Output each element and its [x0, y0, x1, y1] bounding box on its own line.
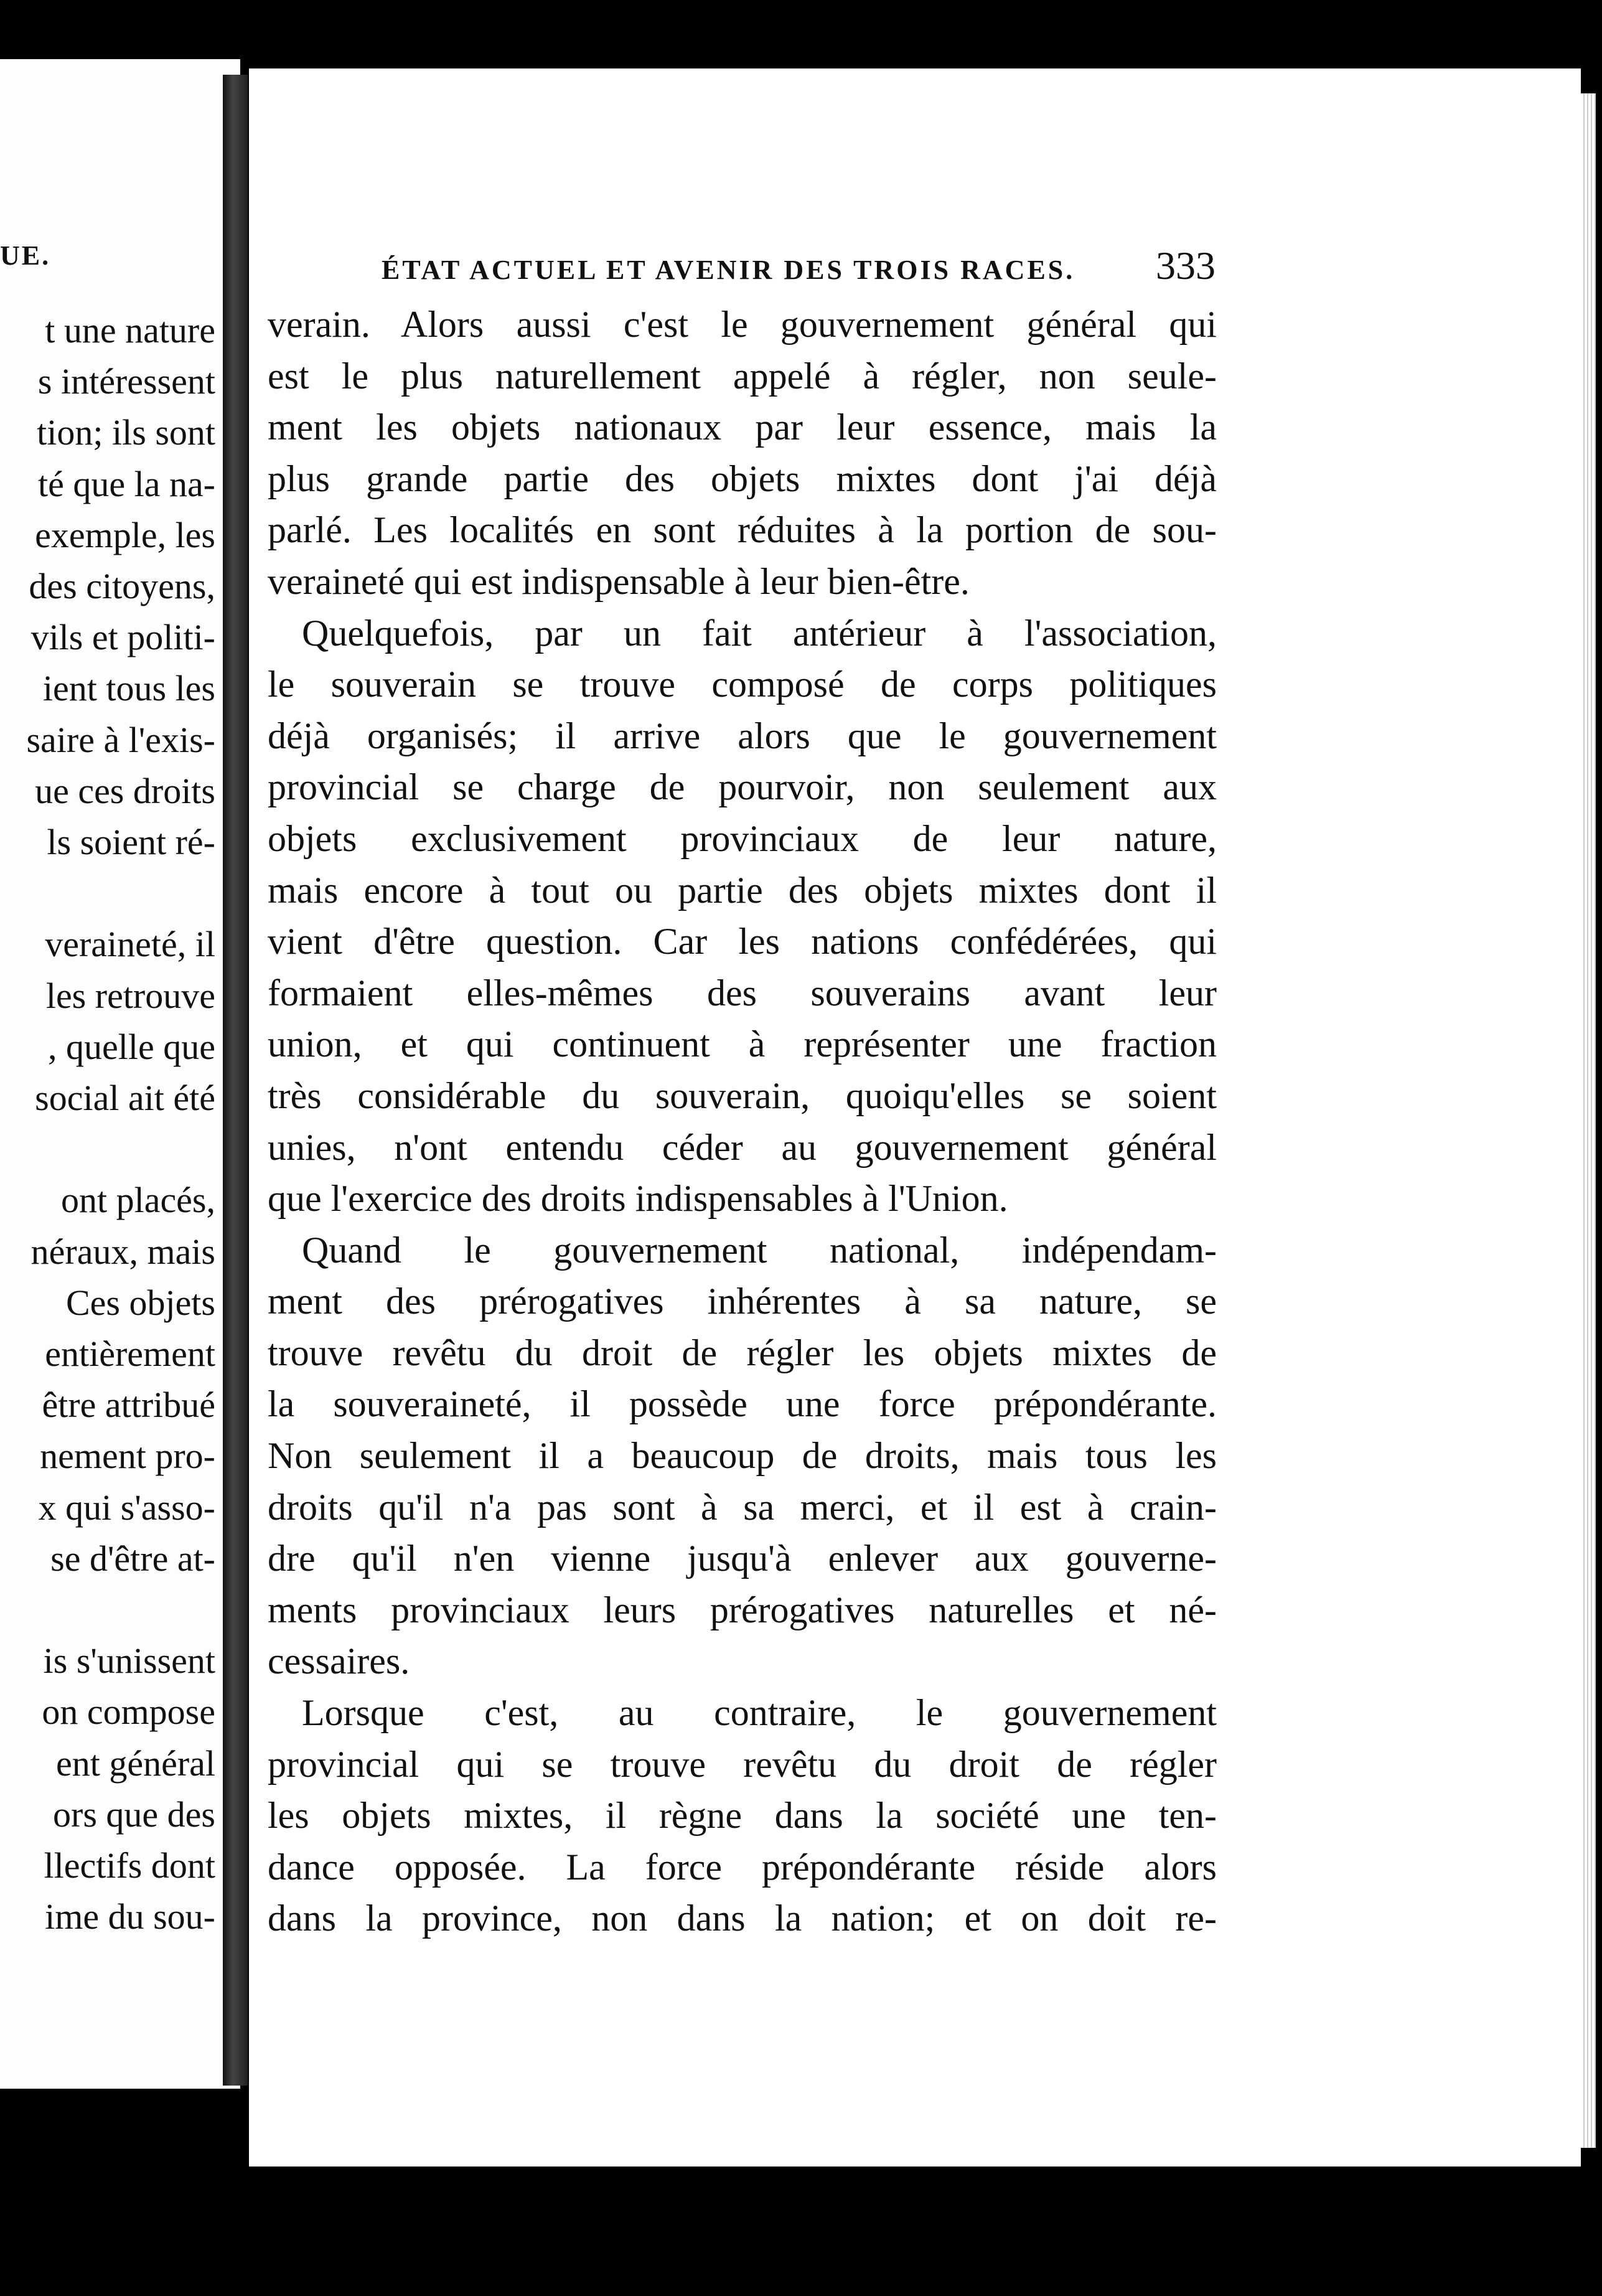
- left-text-line: ime du sou-: [45, 1896, 215, 1937]
- left-text-line: llectifs dont: [44, 1845, 215, 1886]
- text-line: que l'exercice des droits indispensables à l'Union.: [268, 1178, 1008, 1220]
- left-text-line: saire à l'exis-: [26, 719, 215, 760]
- text-line: Quand le gouvernement national, indépendam-: [302, 1229, 1217, 1271]
- text-line: la souveraineté, il possède une force prépondérante.: [268, 1383, 1217, 1425]
- left-text-line: ent général: [55, 1743, 215, 1784]
- left-text-line: Ces objets: [65, 1282, 215, 1323]
- page-number: 333: [1156, 243, 1216, 288]
- body-text: [268, 299, 1217, 1944]
- left-text-line: exemple, les: [35, 514, 215, 555]
- left-text-line: être attribué: [42, 1385, 215, 1426]
- left-text-line: té que la na-: [37, 463, 215, 504]
- running-head: [382, 243, 1216, 293]
- left-text-line: nement pro-: [40, 1436, 215, 1477]
- left-text-line: social ait été: [35, 1078, 215, 1118]
- text-line: très considérable du souverain, quoiqu'elles se soient: [268, 1075, 1217, 1116]
- left-text-line: on compose: [42, 1691, 215, 1733]
- text-line: dance opposée. La force prépondérante réside alors: [268, 1846, 1217, 1888]
- text-line: union, et qui continuent à représenter une fraction: [268, 1023, 1217, 1065]
- left-text-line: veraineté, il: [45, 924, 215, 965]
- left-text-line: vils et politi-: [30, 617, 215, 658]
- text-line: déjà organisés; il arrive alors que le gouvernement: [268, 715, 1217, 756]
- text-line: unies, n'ont entendu céder au gouvernement général: [268, 1126, 1217, 1168]
- text-line: parlé. Les localités en sont réduites à la portion de sou-: [268, 509, 1217, 551]
- text-line: les objets mixtes, il règne dans la société une ten-: [268, 1795, 1217, 1837]
- text-line: ment des prérogatives inhérentes à sa nature, se: [268, 1281, 1217, 1322]
- page-edge: [1581, 93, 1596, 2148]
- text-line: Lorsque c'est, au contraire, le gouvernement: [302, 1692, 1217, 1734]
- text-line: cessaires.: [268, 1640, 410, 1682]
- left-text-line: is s'unissent: [43, 1640, 215, 1682]
- left-text-line: ient tous les: [42, 668, 215, 709]
- text-line: trouve revêtu du droit de régler les objets mixtes de: [268, 1332, 1217, 1373]
- left-text-line: s intéressent: [37, 361, 215, 402]
- left-text-line: ors que des: [53, 1794, 215, 1835]
- left-text-line: entièrement: [45, 1334, 215, 1374]
- left-text-line: les retrouve: [45, 975, 215, 1016]
- text-line: formaient elles-mêmes des souverains avant leur: [268, 972, 1217, 1014]
- left-text-line: ont placés,: [60, 1180, 215, 1221]
- left-text-line: se d'être at-: [50, 1538, 215, 1579]
- left-text-line: néraux, mais: [30, 1231, 215, 1272]
- text-line: Non seulement il a beaucoup de droits, mais tous les: [268, 1435, 1217, 1477]
- text-line: verain. Alors aussi c'est le gouvernement général qui: [268, 304, 1217, 345]
- left-page-fragment: [0, 59, 240, 2089]
- text-line: mais encore à tout ou partie des objets mixtes dont il: [268, 869, 1217, 911]
- left-running-head: UE.: [0, 240, 51, 271]
- text-line: dre qu'il n'en vienne jusqu'à enlever aux gouverne-: [268, 1538, 1217, 1579]
- text-line: plus grande partie des objets mixtes dont j'ai déjà: [268, 458, 1217, 499]
- text-line: est le plus naturellement appelé à régler, non seule-: [268, 355, 1217, 397]
- text-line: provincial se charge de pourvoir, non seulement aux: [268, 766, 1217, 808]
- text-line: objets exclusivement provinciaux de leur nature,: [268, 817, 1217, 859]
- text-line: vient d'être question. Car les nations confédérées, qui: [268, 921, 1217, 962]
- left-text-line: t une nature: [45, 310, 215, 351]
- text-line: le souverain se trouve composé de corps politiques: [268, 664, 1217, 705]
- left-text-line: ls soient ré-: [47, 822, 215, 862]
- text-line: ment les objets nationaux par leur essence, mais la: [268, 407, 1217, 448]
- left-text-line: tion; ils sont: [37, 412, 215, 453]
- text-line: provincial qui se trouve revêtu du droit de régler: [268, 1743, 1217, 1785]
- text-line: veraineté qui est indispensable à leur bien-être.: [268, 560, 970, 602]
- text-line: droits qu'il n'a pas sont à sa merci, et il est à crain-: [268, 1486, 1217, 1528]
- running-title: ÉTAT ACTUEL ET AVENIR DES TROIS RACES.: [382, 255, 1075, 285]
- left-text-line: ue ces droits: [35, 770, 215, 811]
- left-text-line: , quelle que: [48, 1026, 215, 1067]
- text-line: ments provinciaux leurs prérogatives naturelles et né-: [268, 1589, 1217, 1630]
- text-line: Quelquefois, par un fait antérieur à l'association,: [302, 612, 1217, 654]
- left-text-line: x qui s'asso-: [38, 1487, 215, 1528]
- left-text-line: des citoyens,: [29, 566, 215, 606]
- book-gutter: [223, 75, 248, 2086]
- text-line: dans la province, non dans la nation; et on doit re-: [268, 1898, 1217, 1939]
